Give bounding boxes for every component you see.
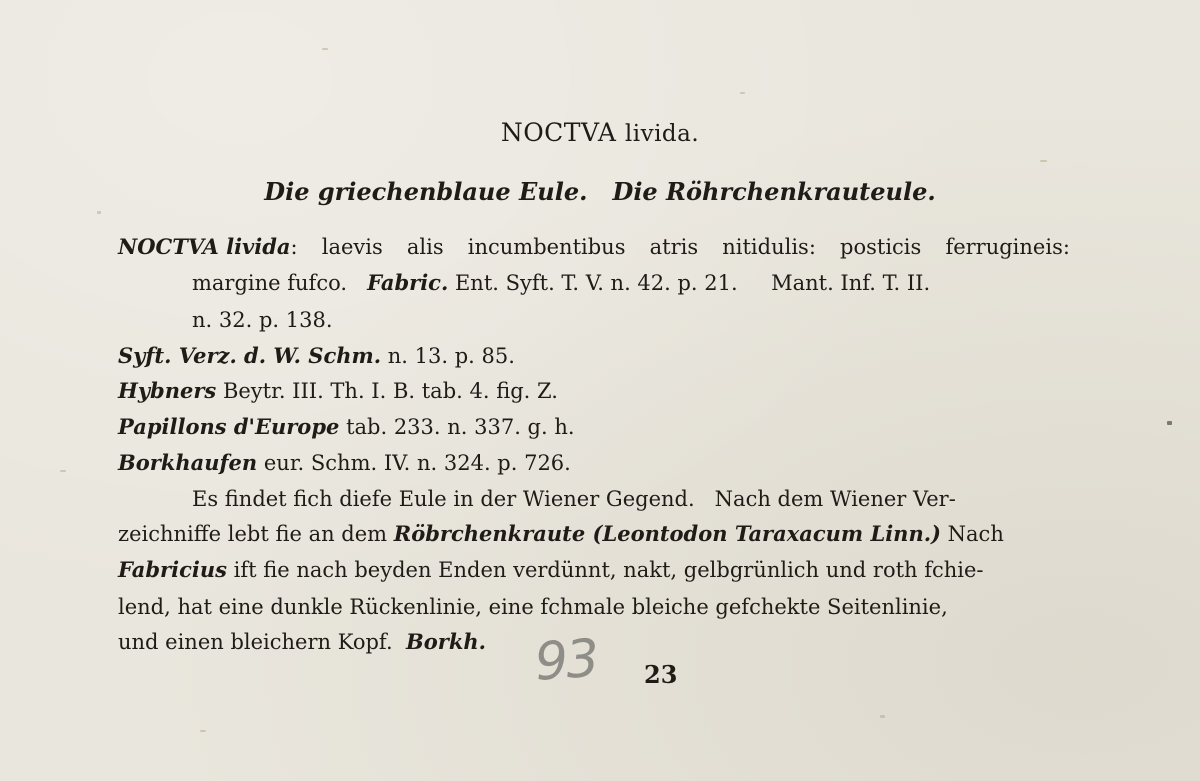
entry-word: incumbentibus [467, 235, 626, 259]
paper-speck [60, 470, 66, 472]
reference-detail: Beytr. III. Th. I. B. tab. 4. fig. Z. [222, 379, 558, 403]
page-number: 23 [644, 660, 678, 689]
plant-name: Röbrchenkraute (Leontodon Taraxacum Linn.) [393, 521, 941, 546]
paper-speck [200, 730, 206, 732]
author-abbrev: Fabric. [367, 270, 449, 295]
entry-word: laevis [321, 235, 383, 259]
paper-speck [97, 211, 101, 214]
reference-detail: eur. Schm. IV. n. 324. p. 726. [263, 451, 571, 475]
reference-line [118, 412, 575, 442]
reference-source: Syft. Verz. d. W. Schm. [118, 343, 382, 368]
entry-text: margine fufco. [192, 271, 348, 295]
paragraph-text: ift fie nach beyden Enden verdünnt, nakt, gelbgrünlich und roth fchie- [233, 558, 984, 582]
entry-citation: Mant. Inf. T. II. [771, 271, 931, 295]
paragraph-line [118, 627, 486, 657]
paragraph-text: Nach [947, 522, 1004, 546]
entry-name: NOCTVA livida: [118, 234, 298, 259]
reference-source: Hybners [118, 378, 217, 403]
species-name: livida. [624, 121, 700, 147]
paragraph-line: Es findet fich diefe Eule in der Wiener Gegend. Nach dem Wiener Ver- [192, 487, 956, 511]
paper-speck [880, 715, 885, 718]
entry-word: atris [649, 235, 699, 259]
entry-word: posticis [840, 235, 922, 259]
german-common-names: Die griechenblaue Eule. Die Röhrchenkrauteule. [264, 177, 936, 206]
entry-line-1 [118, 232, 1070, 262]
paragraph-line [118, 555, 984, 585]
author-name: Fabricius [118, 557, 227, 582]
entry-word: nitidulis: [722, 235, 816, 259]
reference-detail: tab. 233. n. 337. g. h. [346, 415, 575, 439]
handwritten-number: 93 [532, 628, 600, 693]
reference-source: Borkhaufen [118, 450, 258, 475]
entry-line-2 [192, 268, 930, 298]
entry-line-3: n. 32. p. 138. [192, 308, 333, 332]
genus-name: NOCTVA [500, 118, 617, 147]
paper-speck [1040, 160, 1047, 162]
reference-line [118, 376, 558, 406]
page-title [0, 118, 1200, 149]
paper-speck [1167, 421, 1172, 425]
paragraph-text: zeichniffe lebt fie an dem [118, 522, 388, 546]
paragraph-line [118, 519, 1004, 549]
entry-citation: Ent. Syft. T. V. n. 42. p. 21. [454, 271, 738, 295]
paper-speck [322, 48, 328, 50]
reference-line [118, 448, 571, 478]
reference-detail: n. 13. p. 85. [387, 344, 515, 368]
author-abbrev: Borkh. [406, 629, 486, 654]
entry-word: ferrugineis: [945, 235, 1070, 259]
reference-source: Papillons d'Europe [118, 414, 340, 439]
paragraph-line: lend, hat eine dunkle Rückenlinie, eine fchmale bleiche gefchekte Seitenlinie, [118, 595, 948, 619]
paper-speck [740, 92, 745, 94]
paragraph-text: und einen bleichern Kopf. [118, 630, 393, 654]
reference-line [118, 341, 515, 371]
entry-word: alis [406, 235, 444, 259]
